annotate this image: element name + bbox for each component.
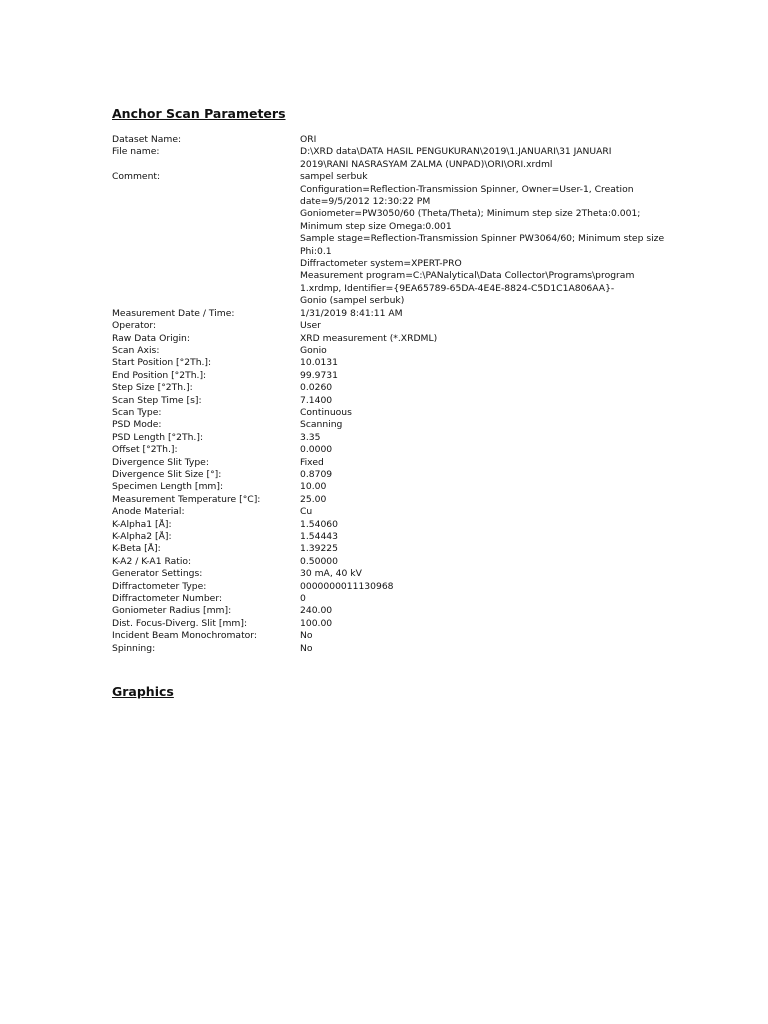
parameter-value-line: ORI (300, 134, 317, 145)
parameter-label: End Position [°2Th.]: (112, 369, 207, 381)
parameter-label: Scan Axis: (112, 344, 160, 356)
parameter-label: Comment: (112, 171, 161, 183)
parameter-label: Anode Material: (112, 506, 185, 518)
parameter-label: Scan Type: (112, 406, 162, 418)
parameter-label: Incident Beam Monochromator: (112, 630, 257, 642)
parameter-label: Dataset Name: (112, 134, 182, 145)
parameter-value (300, 605, 672, 617)
parameter-label: Divergence Slit Size [°]: (112, 468, 222, 480)
parameter-value (300, 357, 672, 369)
parameter-label: Spinning: (112, 642, 156, 654)
parameter-value-line: 1.xrdmp, Identifier={9EA65789-65DA-4E4E-8824-C5D1C1A806AA}- (300, 282, 615, 294)
parameter-value-line: 0000000011130968 (300, 580, 394, 592)
parameter-value-line: Fixed (300, 456, 324, 468)
parameter-value-line: Gonio (300, 344, 327, 356)
section-title-anchor-scan-parameters: Anchor Scan Parameters (112, 106, 286, 121)
parameter-value-line: Goniometer=PW3050/60 (Theta/Theta); Minimum step size 2Theta:0.001; (300, 208, 641, 220)
parameter-value-line: Scanning (300, 419, 343, 431)
parameter-label: K-Alpha2 [Å]: (112, 531, 172, 542)
parameter-row (112, 605, 672, 617)
parameter-value-line: 25.00 (300, 493, 327, 505)
parameter-row (112, 568, 672, 580)
parameter-value-line: 7.1400 (300, 394, 333, 406)
parameter-value-line: 0 (300, 593, 306, 605)
parameter-value (300, 320, 672, 332)
parameter-value-line: No (300, 630, 313, 642)
parameter-row (112, 134, 672, 146)
section-title-graphics: Graphics (112, 684, 174, 699)
parameter-row (112, 382, 672, 394)
parameter-value (300, 481, 672, 493)
parameter-value (300, 556, 672, 568)
parameter-value (300, 519, 672, 531)
parameter-value-line: Cu (300, 506, 313, 518)
parameter-value-line: 0.0000 (300, 444, 333, 456)
parameter-label: Specimen Length [mm]: (112, 481, 224, 493)
parameter-label: Diffractometer Type: (112, 580, 207, 592)
parameter-row (112, 357, 672, 369)
parameter-value-line: 0.0260 (300, 382, 333, 394)
parameter-row (112, 320, 672, 332)
parameter-value (300, 618, 672, 630)
parameter-row (112, 345, 672, 357)
parameter-row (112, 630, 672, 642)
parameter-label: Diffractometer Number: (112, 593, 223, 605)
parameter-row (112, 457, 672, 469)
parameter-value (300, 333, 672, 345)
parameter-value (300, 444, 672, 456)
parameter-value (300, 171, 672, 307)
parameter-value (300, 593, 672, 605)
parameter-label: Offset [°2Th.]: (112, 444, 178, 456)
parameter-value (300, 370, 672, 382)
parameter-value-line: 1.39225 (300, 543, 338, 555)
parameter-label: Scan Step Time [s]: (112, 394, 202, 406)
parameter-row (112, 308, 672, 320)
parameter-row (112, 432, 672, 444)
parameter-value-line: User (300, 320, 321, 332)
parameter-value-line: 1/31/2019 8:41:11 AM (300, 307, 403, 319)
parameter-value (300, 457, 672, 469)
parameter-value (300, 531, 672, 543)
parameter-label: PSD Length [°2Th.]: (112, 431, 204, 443)
parameter-value-line: Gonio (sampel serbuk) (300, 295, 405, 307)
parameter-label: Divergence Slit Type: (112, 456, 209, 468)
parameter-row (112, 395, 672, 407)
parameter-value (300, 581, 672, 593)
parameter-row (112, 481, 672, 493)
parameter-value (300, 146, 672, 171)
parameter-label: Dist. Focus-Diverg. Slit [mm]: (112, 617, 248, 629)
parameter-value-line: 30 mA, 40 kV (300, 568, 362, 580)
parameter-value-line: Sample stage=Reflection-Transmission Spinner PW3064/60; Minimum step size (300, 233, 665, 245)
parameter-value (300, 543, 672, 555)
parameter-label: K-A2 / K-A1 Ratio: (112, 555, 192, 567)
parameter-value (300, 506, 672, 518)
parameter-value (300, 469, 672, 481)
parameter-value-line: 0.8709 (300, 468, 333, 480)
parameter-value (300, 407, 672, 419)
parameter-row (112, 531, 672, 543)
parameter-value (300, 630, 672, 642)
parameter-row (112, 581, 672, 593)
parameter-value (300, 134, 672, 146)
parameter-value-line: 3.35 (300, 431, 321, 443)
parameter-row (112, 419, 672, 431)
parameter-value (300, 568, 672, 580)
parameter-label: Generator Settings: (112, 568, 203, 580)
parameter-row (112, 506, 672, 518)
parameter-value (300, 308, 672, 320)
parameter-label: Step Size [°2Th.]: (112, 382, 193, 394)
parameter-row (112, 643, 672, 655)
parameter-value-line: No (300, 642, 313, 654)
parameter-value-line: 1.54443 (300, 531, 338, 542)
parameter-value-line: 0.50000 (300, 555, 338, 567)
parameter-label: File name: (112, 146, 160, 158)
parameter-value (300, 419, 672, 431)
parameter-value-line: 10.00 (300, 481, 327, 493)
parameter-value-line: 2019\RANI NASRASYAM ZALMA (UNPAD)\ORI\ORI.xrdml (300, 158, 553, 170)
parameter-row (112, 519, 672, 531)
parameter-value-line: 1.54060 (300, 518, 338, 530)
parameter-row (112, 543, 672, 555)
parameter-value-line: date=9/5/2012 12:30:22 PM (300, 196, 431, 208)
parameter-value-line: Diffractometer system=XPERT-PRO (300, 258, 462, 270)
parameter-row (112, 556, 672, 568)
parameter-row (112, 469, 672, 481)
parameter-label: Goniometer Radius [mm]: (112, 605, 232, 617)
parameter-row (112, 494, 672, 506)
parameter-value-line: D:\XRD data\DATA HASIL PENGUKURAN\2019\1.JANUARI\31 JANUARI (300, 146, 612, 158)
parameter-row (112, 618, 672, 630)
parameter-row (112, 146, 672, 171)
parameter-value (300, 395, 672, 407)
parameter-row (112, 407, 672, 419)
parameter-label: Measurement Date / Time: (112, 307, 235, 319)
parameter-label: K-Beta [Å]: (112, 543, 161, 555)
parameter-label: Raw Data Origin: (112, 332, 190, 344)
parameter-value-line: Continuous (300, 406, 352, 418)
parameters-table (112, 134, 672, 655)
parameter-value (300, 345, 672, 357)
parameter-row (112, 370, 672, 382)
parameter-value (300, 643, 672, 655)
parameter-row (112, 593, 672, 605)
parameter-label: Operator: (112, 320, 157, 332)
parameter-value-line: 100.00 (300, 617, 333, 629)
parameter-value-line: Measurement program=C:\PANalytical\Data Collector\Programs\program (300, 270, 635, 282)
parameter-value-line: sampel serbuk (300, 171, 368, 183)
parameter-value-line: 99.9731 (300, 369, 338, 381)
parameter-row (112, 444, 672, 456)
parameter-value-line: 240.00 (300, 605, 333, 617)
parameter-label: Measurement Temperature [°C]: (112, 493, 261, 505)
parameter-value-line: XRD measurement (*.XRDML) (300, 332, 438, 344)
parameter-row (112, 333, 672, 345)
parameter-label: PSD Mode: (112, 419, 162, 431)
parameter-label: K-Alpha1 [Å]: (112, 518, 172, 530)
parameter-value (300, 382, 672, 394)
parameter-value-line: Configuration=Reflection-Transmission Spinner, Owner=User-1, Creation (300, 183, 634, 195)
parameter-value (300, 432, 672, 444)
parameter-value-line: Minimum step size Omega:0.001 (300, 220, 452, 232)
parameter-label: Start Position [°2Th.]: (112, 357, 212, 369)
parameter-value-line: 10.0131 (300, 357, 338, 369)
parameter-value-line: Phi:0.1 (300, 245, 332, 257)
parameter-row (112, 171, 672, 307)
parameter-value (300, 494, 672, 506)
